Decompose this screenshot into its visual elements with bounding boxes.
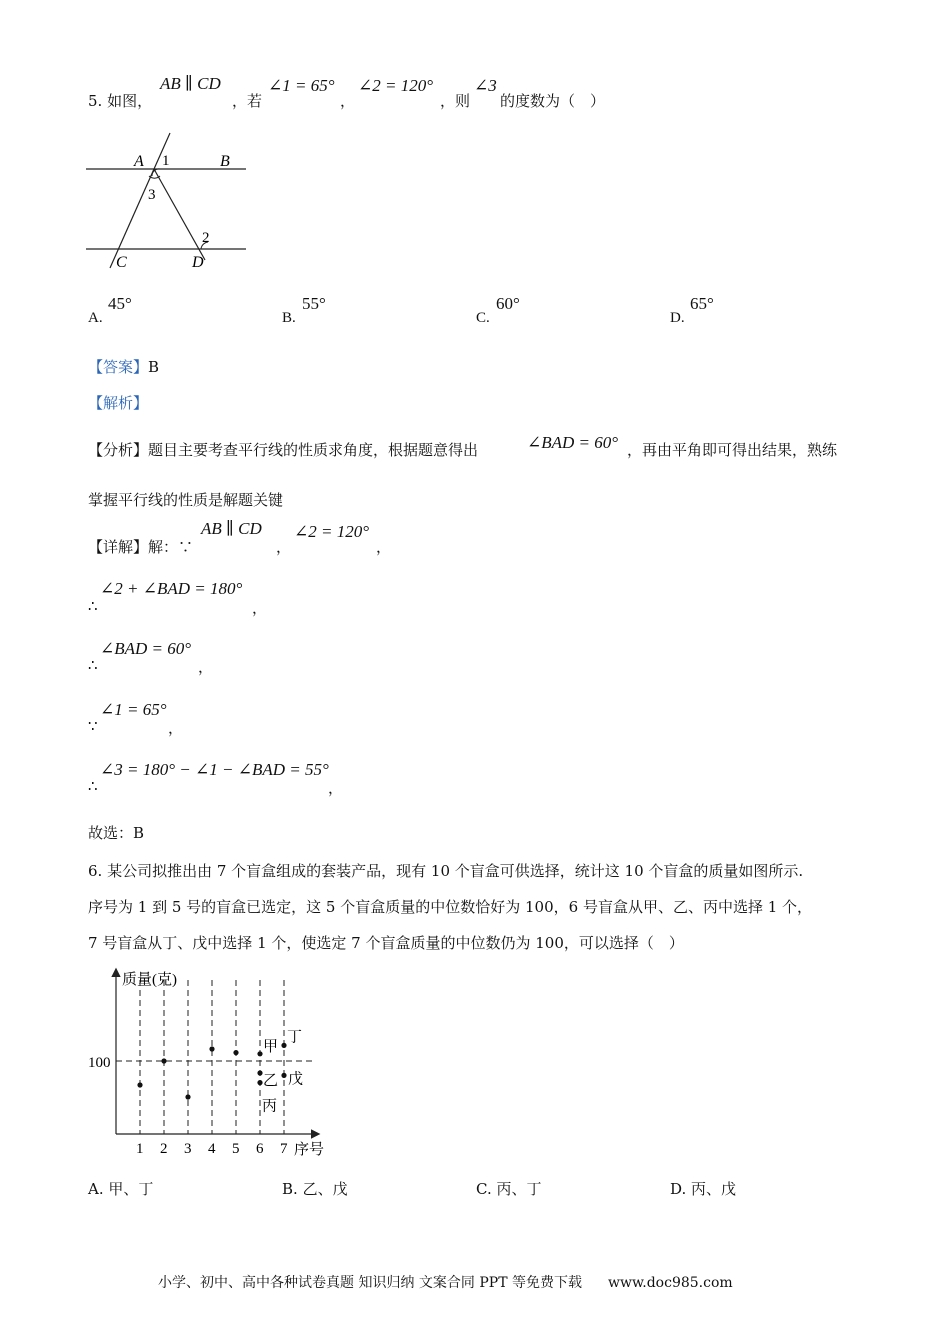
q5-choice-b-value[interactable]: 55° [302, 294, 326, 313]
q5-choice-b-letter[interactable]: B. [282, 310, 296, 326]
fenxi-text2: ，再由平角即可得出结果，熟练 [627, 441, 838, 459]
q6-choice-c[interactable] [476, 1178, 542, 1199]
step-4-end: ， [328, 779, 344, 797]
data-point [137, 1082, 142, 1087]
fenxi-line1 [88, 439, 478, 460]
x-tick-label: 6 [256, 1141, 264, 1157]
q5-choice-a-letter[interactable]: A. [88, 310, 103, 326]
q6-choice-c-text: 丙、丁 [496, 1180, 542, 1198]
y-ref-label: 100 [88, 1055, 111, 1071]
data-point [233, 1050, 238, 1055]
data-point [161, 1058, 166, 1063]
step-4-symbol: ∴ [88, 777, 98, 795]
transversal-ad [154, 169, 205, 260]
analysis-tag: 【解析】 [88, 394, 149, 412]
data-point [281, 1043, 286, 1048]
step-1-end: ， [252, 599, 268, 617]
detail-end: ， [376, 538, 392, 556]
step-3-end: ， [168, 719, 184, 737]
detail-math2: ∠2 = 120° [294, 522, 370, 541]
q5-choice-c-letter[interactable]: C. [476, 310, 490, 326]
x-tick-label: 5 [232, 1141, 240, 1157]
q6-choice-a-text: 甲、丁 [108, 1180, 154, 1198]
data-point [257, 1080, 262, 1085]
label-3: 3 [148, 187, 156, 203]
footer-text: 小学、初中、高中各种试卷真题 知识归纳 文案合同 PPT 等免费下载 [158, 1275, 582, 1291]
data-point [281, 1073, 286, 1078]
q6-choice-b[interactable] [282, 1178, 348, 1199]
step-1-symbol: ∴ [88, 597, 98, 615]
detail-tag: 【详解】 [88, 538, 149, 556]
step-3-symbol: ∵ [88, 717, 98, 735]
label-d: D [192, 254, 204, 271]
step-2-symbol: ∴ [88, 656, 98, 674]
q5-stem-suffix: 的度数为（ ） [500, 92, 606, 110]
q5-parallel: AB ∥ CD [160, 74, 221, 93]
label-a: A [134, 153, 144, 170]
step-2-end: ， [198, 658, 214, 676]
q5-answer-line [88, 356, 159, 377]
point-label: 乙 [263, 1073, 279, 1089]
q6-choice-d-text: 丙、戊 [691, 1180, 737, 1198]
q6-choice-d[interactable] [670, 1178, 736, 1199]
q6-choice-b-letter: B. [282, 1180, 298, 1198]
q5-sep3: ，则 [440, 92, 471, 110]
step-3-math: ∠1 = 65° [100, 700, 167, 719]
q5-sep2: ， [340, 92, 356, 110]
point-label: 戊 [288, 1071, 304, 1088]
x-tick-label: 4 [208, 1141, 216, 1157]
point-label: 甲 [263, 1038, 279, 1055]
label-1: 1 [162, 153, 170, 169]
x-tick-label: 7 [280, 1141, 288, 1157]
label-b: B [220, 153, 230, 170]
q6-choice-c-letter: C. [476, 1180, 492, 1198]
q5-angle1: ∠1 = 65° [268, 76, 335, 95]
x-tick-label: 1 [136, 1141, 144, 1157]
q5-geometry-figure [80, 128, 255, 273]
step-1-math: ∠2 + ∠BAD = 180° [100, 579, 243, 598]
q5-stem [88, 90, 152, 111]
q6-line3: 7 号盲盒从丁、戊中选择 1 个，使选定 7 个盲盒质量的中位数仍为 100，可以选择（ ） [88, 934, 684, 952]
point-label: 丙 [262, 1098, 278, 1115]
detail-math1: AB ∥ CD [201, 519, 262, 538]
answer-value: B [148, 358, 160, 376]
fenxi-math: ∠BAD = 60° [527, 433, 619, 452]
q6-choice-b-text: 乙、戊 [302, 1180, 348, 1198]
footer-url[interactable]: www.doc985.com [607, 1275, 733, 1291]
footer [158, 1272, 733, 1292]
x-axis-label: 序号 [294, 1142, 325, 1158]
step-4-math: ∠3 = 180° − ∠1 − ∠BAD = 55° [100, 760, 329, 779]
fenxi-line2: 掌握平行线的性质是解题关键 [88, 491, 284, 509]
detail-text: 解：∵ [148, 538, 194, 556]
q5-choice-c-value[interactable]: 60° [496, 294, 520, 313]
q5-angle2: ∠2 = 120° [358, 76, 434, 95]
q5-sep1: ，若 [232, 92, 263, 110]
q5-choice-a-value[interactable]: 45° [108, 294, 132, 313]
q6-choice-a-letter: A. [88, 1180, 104, 1198]
x-tick-label: 2 [160, 1141, 168, 1157]
fenxi-text1: 题目主要考查平行线的性质求角度，根据题意得出 [148, 441, 479, 459]
data-point [257, 1051, 262, 1056]
detail-sep: ， [276, 538, 292, 556]
q5-choice-d-value[interactable]: 65° [690, 294, 714, 313]
q5-stem-prefix: 5. 如图， [88, 92, 153, 110]
step-2-math: ∠BAD = 60° [100, 639, 192, 658]
q6-choice-d-letter: D. [670, 1180, 687, 1198]
label-2: 2 [202, 230, 210, 246]
q5-choice-d-letter[interactable]: D. [670, 310, 685, 326]
q6-line2: 序号为 1 到 5 号的盲盒已选定，这 5 个盲盒质量的中位数恰好为 100，6 号盲盒从甲、乙、丙中选择 1 个， [88, 898, 813, 916]
detail-line [88, 536, 193, 557]
q6-line1: 6. 某公司拟推出由 7 个盲盒组成的套装产品，现有 10 个盲盒可供选择，统计这 10 个盲盒的质量如图所示. [88, 862, 804, 880]
data-point [209, 1046, 214, 1051]
q6-chart-marks [116, 980, 316, 1157]
fenxi-tag: 【分析】 [88, 441, 149, 459]
conclusion: 故选：B [88, 824, 145, 842]
q6-choice-a[interactable] [88, 1178, 153, 1199]
label-c: C [116, 254, 127, 271]
y-axis-label: 质量(克) [122, 972, 177, 988]
point-label: 丁 [287, 1029, 303, 1046]
data-point [185, 1094, 190, 1099]
q6-scatter-chart [82, 962, 342, 1162]
q5-angle3: ∠3 [474, 76, 497, 95]
data-point [257, 1070, 262, 1075]
x-tick-label: 3 [184, 1141, 192, 1157]
answer-tag: 【答案】 [88, 358, 149, 376]
